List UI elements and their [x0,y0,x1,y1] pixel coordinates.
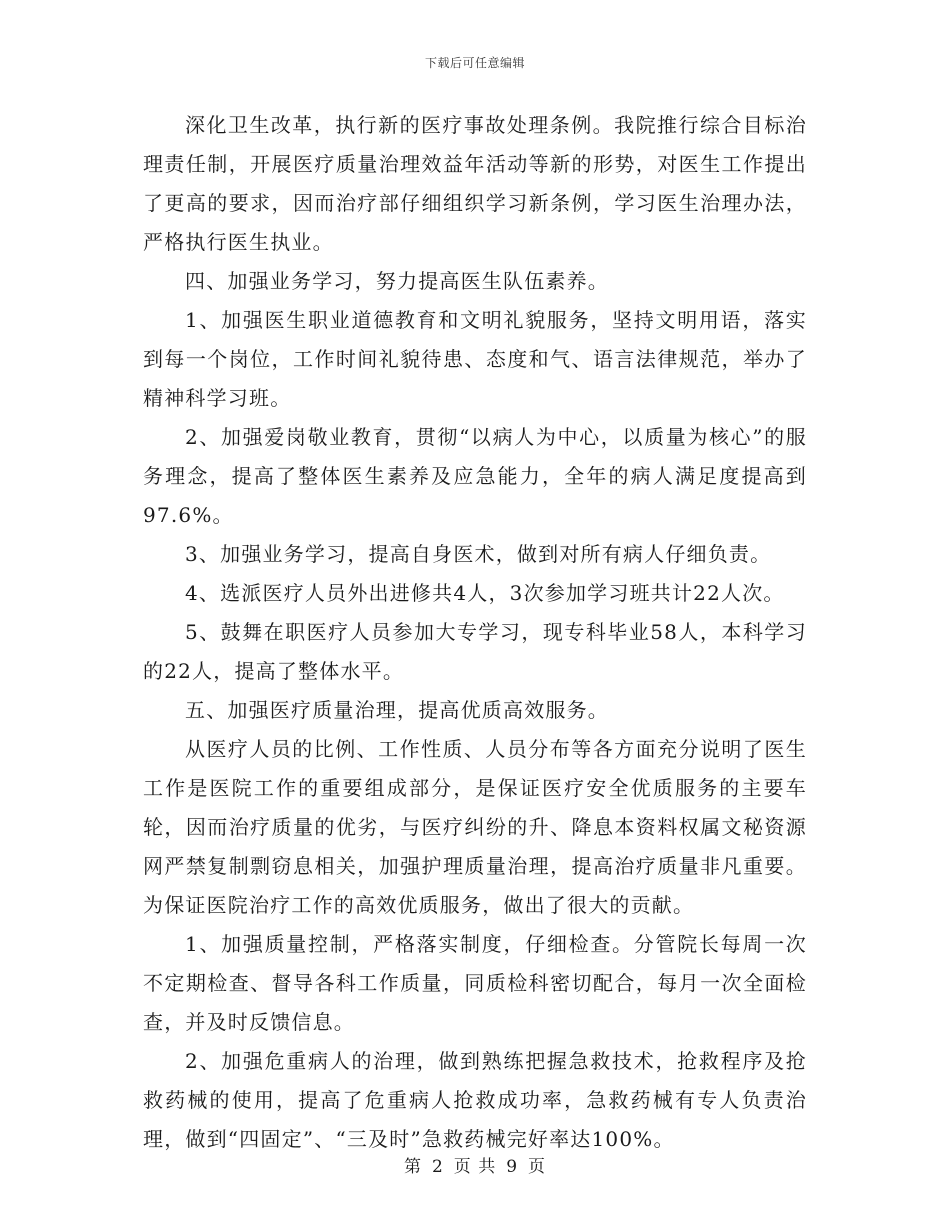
list-item: 3、加强业务学习，提高自身医术，做到对所有病人仔细负责。 [185,542,772,566]
section-heading: 五、加强医疗质量治理，提高优质高效服务。 [185,698,609,722]
page-header: 下载后可任意编辑 [424,56,525,70]
list-item: 1、加强质量控制，严格落实制度，仔细检查。分管院长每周一次不定期检查、督导各科工作质量，同质检科密切配合，每月一次全面检查，并及时反馈信息。 [143,932,807,1034]
page-footer [0,1152,950,1177]
footer-suffix: 页 [528,1157,547,1177]
paragraph: 从医疗人员的比例、工作性质、人员分布等各方面充分说明了医生工作是医院工作的重要组成部分，是保证医疗安全优质服务的主要车轮，因而治疗质量的优劣，与医疗纠纷的升、降息本资料权属文秘资源网严禁复制剽窃息相关，加强护理质量治理，提高治疗质量非凡重要。为保证医院治疗工作的高效优质服务，做出了很大的贡献。 [143,737,807,917]
total-page-count: 9 [506,1157,519,1177]
paragraph: 深化卫生改革，执行新的医疗事故处理条例。我院推行综合目标治理责任制，开展医疗质量治理效益年活动等新的形势，对医生工作提出了更高的要求，因而治疗部仔细组织学习新条例，学习医生治理办法，严格执行医生执业。 [143,113,807,254]
footer-prefix: 第 [403,1157,422,1177]
document-body [143,106,807,1159]
list-item: 1、加强医生职业道德教育和文明礼貌服务，坚持文明用语，落实到每一个岗位，工作时间礼貌待患、态度和气、语言法律规范，举办了精神科学习班。 [143,308,807,410]
list-item: 2、加强爱岗敬业教育，贯彻“以病人为中心，以质量为核心”的服务理念，提高了整体医生素养及应急能力，全年的病人满足度提高到97.6%。 [143,425,807,527]
list-item: 4、选派医疗人员外出进修共4人，3次参加学习班共计22人次。 [185,581,785,605]
section-heading: 四、加强业务学习，努力提高医生队伍素养。 [185,269,609,293]
list-item: 5、鼓舞在职医疗人员参加大专学习，现专科毕业58人，本科学习的22人，提高了整体水平。 [143,620,807,683]
footer-middle: 页 共 [453,1157,497,1177]
list-item: 2、加强危重病人的治理，做到熟练把握急救技术，抢救程序及抢救药械的使用，提高了危重病人抢救成功率，急救药械有专人负责治理，做到“四固定”、“三及时”急救药械完好率达100%。 [143,1049,807,1151]
current-page-number: 2 [431,1157,444,1177]
